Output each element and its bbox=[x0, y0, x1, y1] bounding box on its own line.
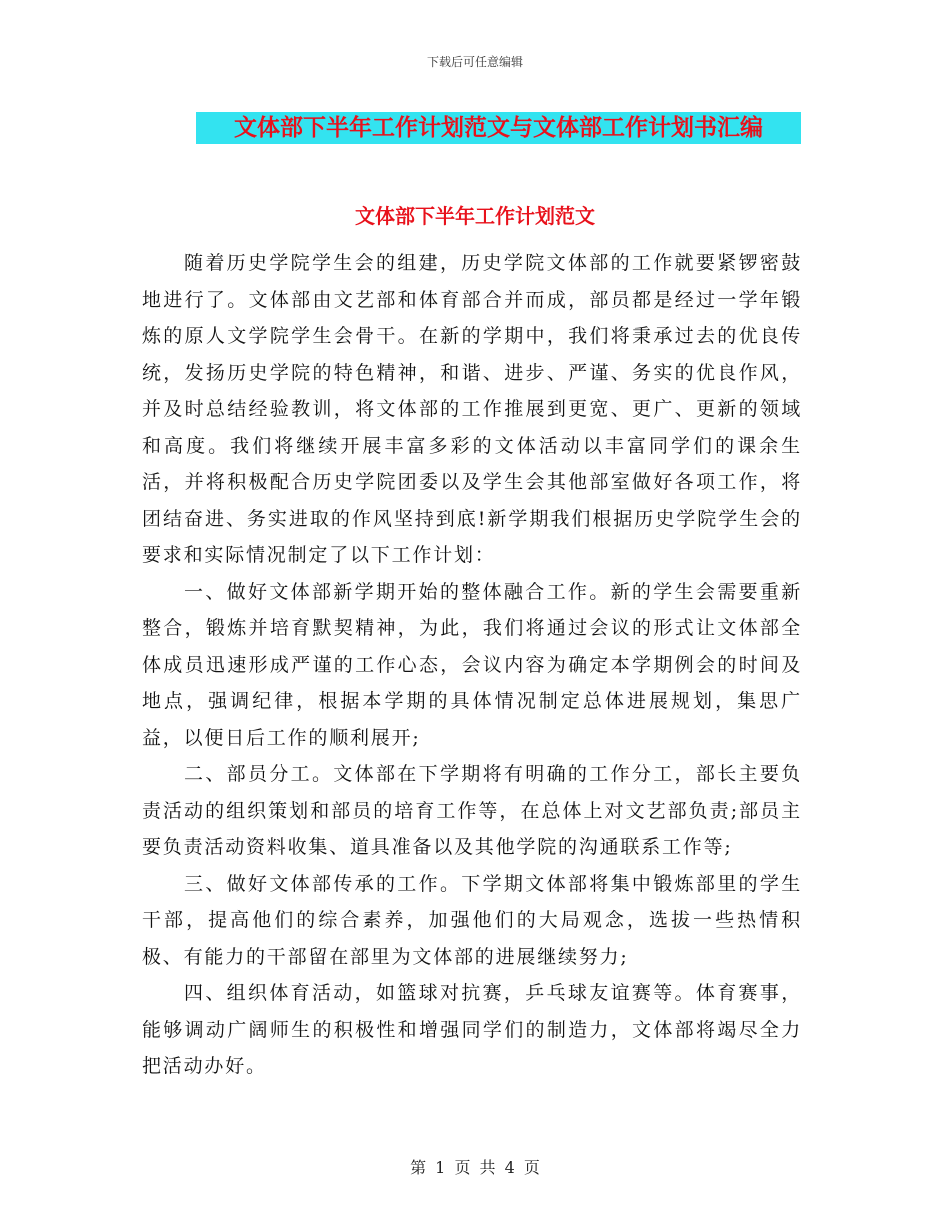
document-body bbox=[142, 245, 802, 1085]
section-title: 文体部下半年工作计划范文 bbox=[355, 204, 595, 228]
paragraph-item-3: 三、做好文体部传承的工作。下学期文体部将集中锻炼部里的学生干部，提高他们的综合素养，加强他们的大局观念，选拔一些热情积极、有能力的干部留在部里为文体部的进展继续努力; bbox=[142, 872, 802, 968]
paragraph-intro: 随着历史学院学生会的组建，历史学院文体部的工作就要紧锣密鼓地进行了。文体部由文艺部和体育部合并而成，部员都是经过一学年锻炼的原人文学院学生会骨干。在新的学期中，我们将秉承过去的优良传统，发扬历史学院的特色精神，和谐、进步、严谨、务实的优良作风，并及时总结经验教训，将文体部的工作推展到更宽、更广、更新的领域和高度。我们将继续开展丰富多彩的文体活动以丰富同学们的课余生活，并将积极配合历史学院团委以及学生会其他部室做好各项工作，将团结奋进、务实进取的作风坚持到底!新学期我们根据历史学院学生会的要求和实际情况制定了以下工作计划： bbox=[142, 252, 802, 566]
document-title: 文体部下半年工作计划范文与文体部工作计划书汇编 bbox=[196, 112, 801, 144]
page-header-note: 下载后可任意编辑 bbox=[426, 55, 523, 69]
page-number-footer: 第 1 页 共 4 页 bbox=[410, 1158, 540, 1177]
paragraph-item-4: 四、组织体育活动，如篮球对抗赛，乒乓球友谊赛等。体育赛事，能够调动广阔师生的积极性和增强同学们的制造力，文体部将竭尽全力把活动办好。 bbox=[142, 982, 802, 1077]
paragraph-item-1: 一、做好文体部新学期开始的整体融合工作。新的学生会需要重新整合，锻炼并培育默契精神，为此，我们将通过会议的形式让文体部全体成员迅速形成严谨的工作心态，会议内容为确定本学期例会的时间及地点，强调纪律，根据本学期的具体情况制定总体进展规划，集思广益，以便日后工作的顺利展开; bbox=[142, 580, 802, 749]
paragraph-item-2: 二、部员分工。文体部在下学期将有明确的工作分工，部长主要负责活动的组织策划和部员的培育工作等，在总体上对文艺部负责;部员主要负责活动资料收集、道具准备以及其他学院的沟通联系工作等; bbox=[142, 763, 802, 858]
